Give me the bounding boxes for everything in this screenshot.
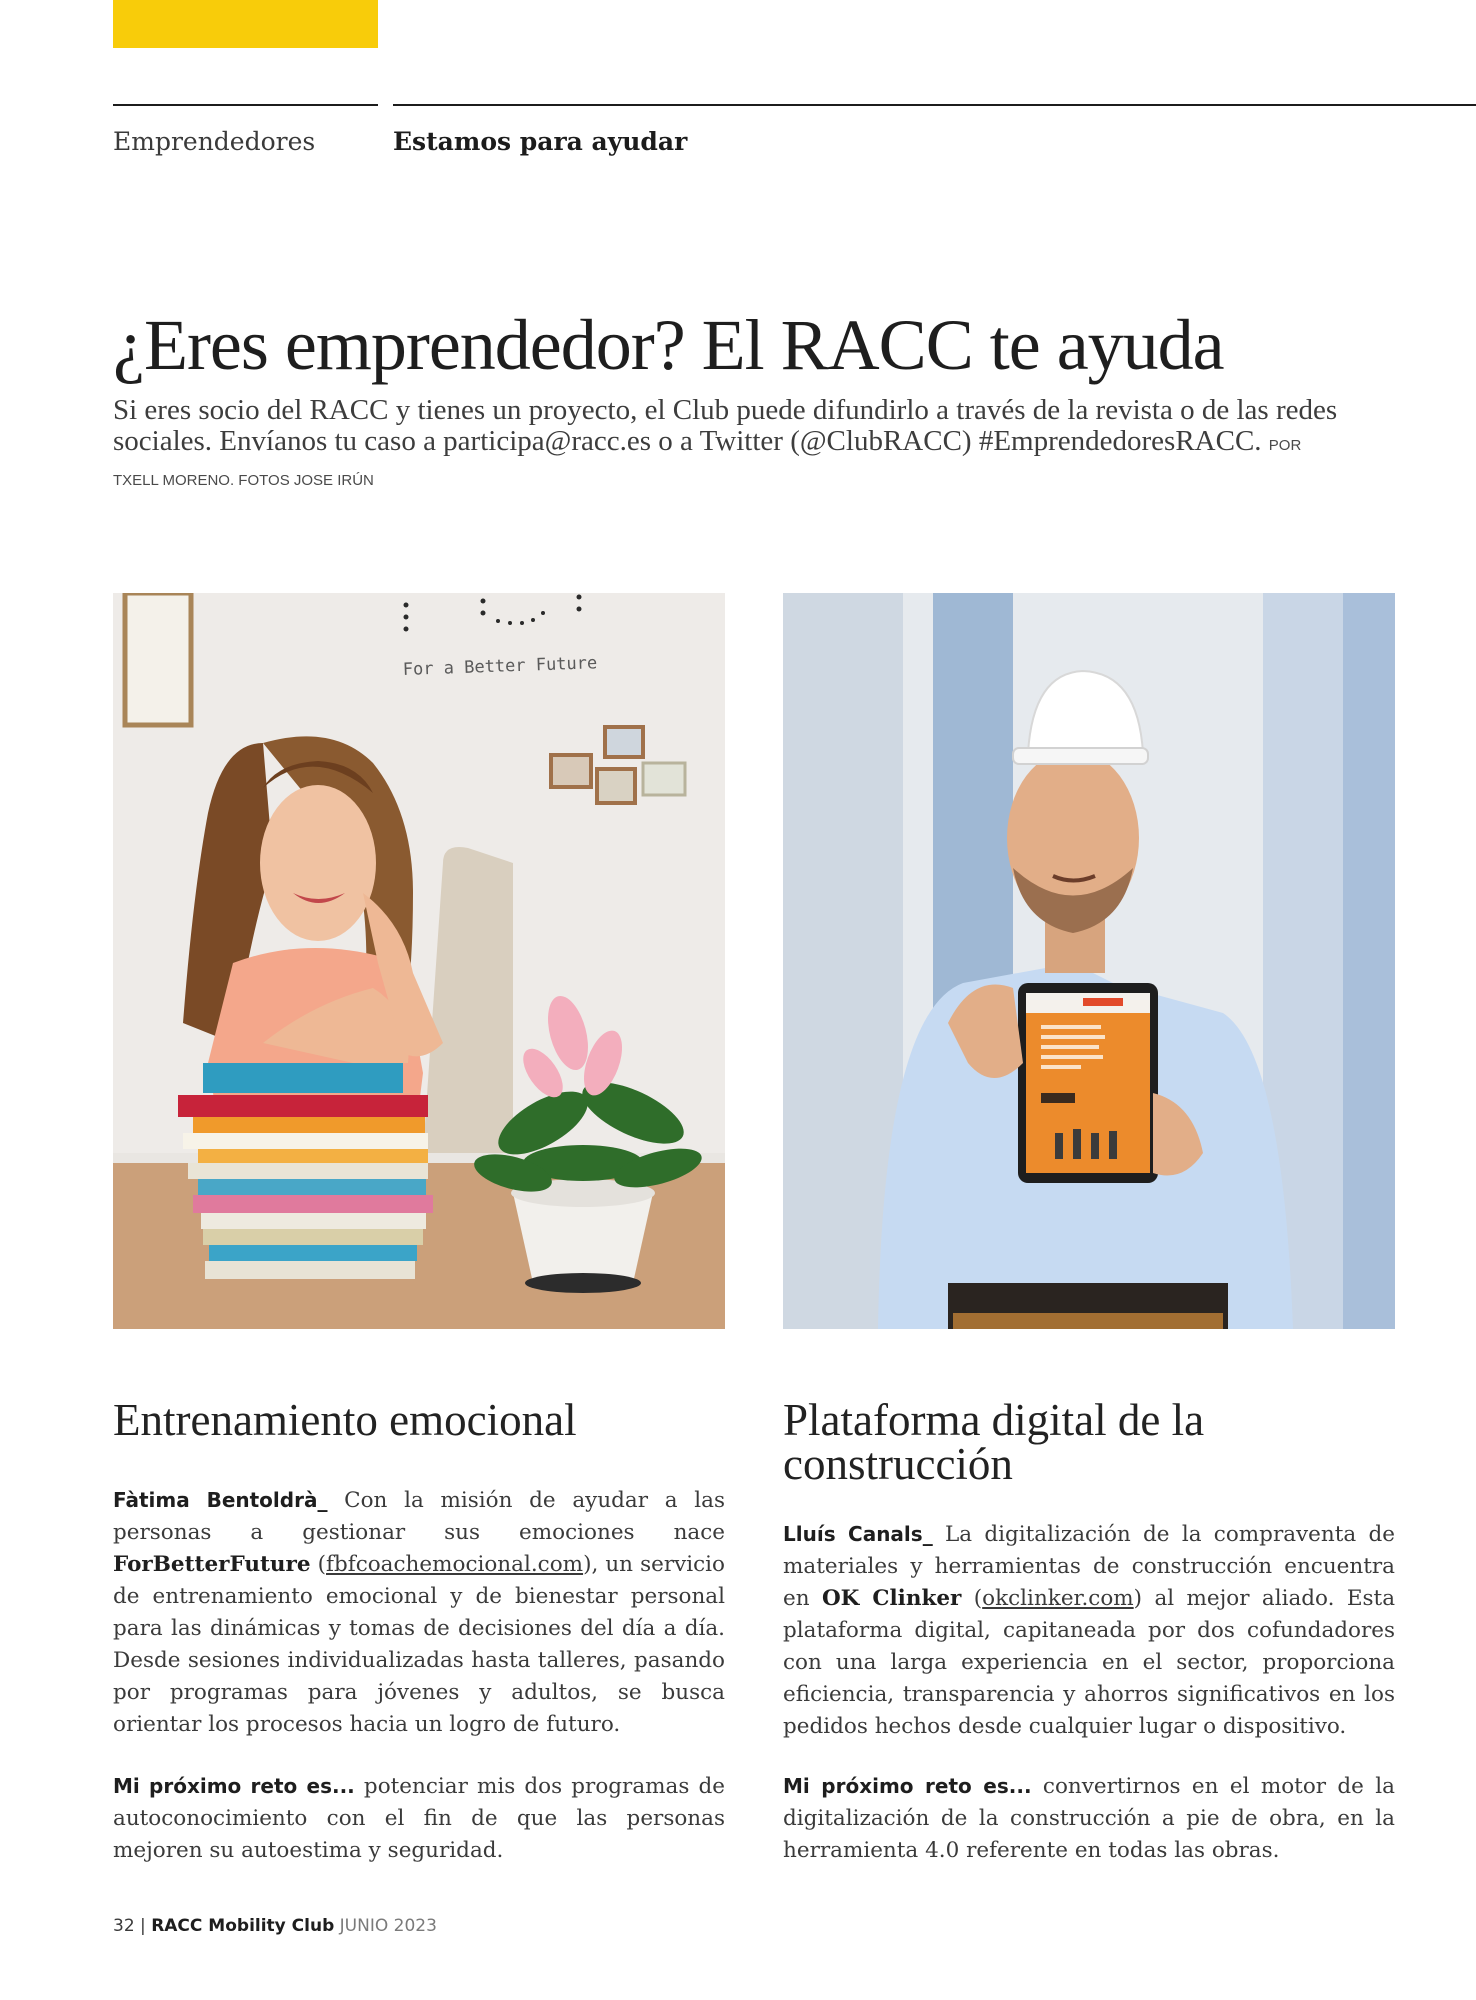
section-color-tab bbox=[113, 0, 378, 48]
section-label: Emprendedores bbox=[113, 127, 316, 156]
challenge-left bbox=[113, 1770, 725, 1867]
challenge-label-left: Mi próximo reto es... bbox=[113, 1774, 355, 1798]
photo-fatima-bentoldra bbox=[113, 593, 725, 1329]
subsection-label: Estamos para ayudar bbox=[393, 127, 688, 156]
article-text-right-b: ( bbox=[961, 1586, 983, 1611]
page-number: 32 bbox=[113, 1916, 135, 1936]
lede-text: Si eres socio del RACC y tienes un proyecto, el Club puede difundirlo a través de la revista o de las redes sociales. Envíanos tu caso a participa@racc.es o a Twitter (@ClubRACC) #EmprendedoresRACC. bbox=[113, 394, 1338, 457]
article-text-left-a: Con la misión de ayudar a las personas a gestionar sus emociones nace bbox=[113, 1488, 725, 1545]
header-rule-right bbox=[393, 104, 1476, 106]
brand-name-left: ForBetterFuture bbox=[113, 1552, 311, 1577]
website-link-right[interactable]: okclinker.com bbox=[982, 1586, 1134, 1611]
challenge-right bbox=[783, 1770, 1395, 1867]
article-body-left bbox=[113, 1484, 725, 1741]
photo-illustration-left bbox=[113, 593, 725, 1329]
photo-illustration-right bbox=[783, 593, 1395, 1329]
page-headline: ¿Eres emprendedor? El RACC te ayuda bbox=[113, 305, 1224, 385]
challenge-label-right: Mi próximo reto es... bbox=[783, 1774, 1032, 1798]
photo-credit: POR TXELL MORENO. FOTOS JOSE IRÚN bbox=[113, 437, 1302, 489]
wall-text: For a Better Future bbox=[402, 653, 598, 680]
article-text-left-b: ( bbox=[310, 1552, 327, 1577]
website-link-left[interactable]: fbfcoachemocional.com bbox=[326, 1552, 584, 1577]
header-rule-left bbox=[113, 104, 378, 106]
brand-name-right: OK Clinker bbox=[821, 1586, 962, 1611]
article-text-left-c: ), un servicio de entrenamiento emocional y de bienestar personal para las dinámicas y tomas de decisiones del día a día. Desde sesiones individualizadas hasta talleres, pasando por programas para jóvenes y adultos, se busca orientar los procesos hacia un logro de futuro. bbox=[113, 1552, 725, 1737]
photo-lluis-canals bbox=[783, 593, 1395, 1329]
article-author-right: Lluís Canals_ bbox=[783, 1522, 933, 1546]
article-text-right-c: ) al mejor aliado. Esta plataforma digital, capitaneada por dos cofundadores con una larga experiencia en el sector, proporciona eficiencia, transparencia y ahorros significativos en los pedidos hechos desde cualquier lugar o dispositivo. bbox=[783, 1586, 1396, 1739]
book-stack bbox=[178, 1063, 433, 1279]
article-title-left: Entrenamiento emocional bbox=[113, 1395, 577, 1445]
article-body-right bbox=[783, 1518, 1395, 1743]
article-author-left: Fàtima Bentoldrà_ bbox=[113, 1488, 328, 1512]
magazine-name: RACC Mobility Club bbox=[151, 1916, 335, 1936]
issue-date: JUNIO 2023 bbox=[339, 1916, 437, 1936]
lede-paragraph bbox=[113, 395, 1343, 496]
article-title-right: Plataforma digital de la construcción bbox=[783, 1395, 1205, 1489]
article-text-right-a: La digitalización de la compraventa de materiales y herramientas de construcción encuentra en bbox=[783, 1522, 1395, 1611]
footer-separator: | bbox=[140, 1916, 146, 1936]
challenge-text-left: potenciar mis dos programas de autoconocimiento con el fin de que las personas mejoren su autoestima y seguridad. bbox=[113, 1774, 725, 1863]
page-footer bbox=[113, 1916, 437, 1936]
challenge-text-right: convertirnos en el motor de la digitalización de la construcción a pie de obra, en la herramienta 4.0 referente en todas las obras. bbox=[783, 1774, 1395, 1863]
